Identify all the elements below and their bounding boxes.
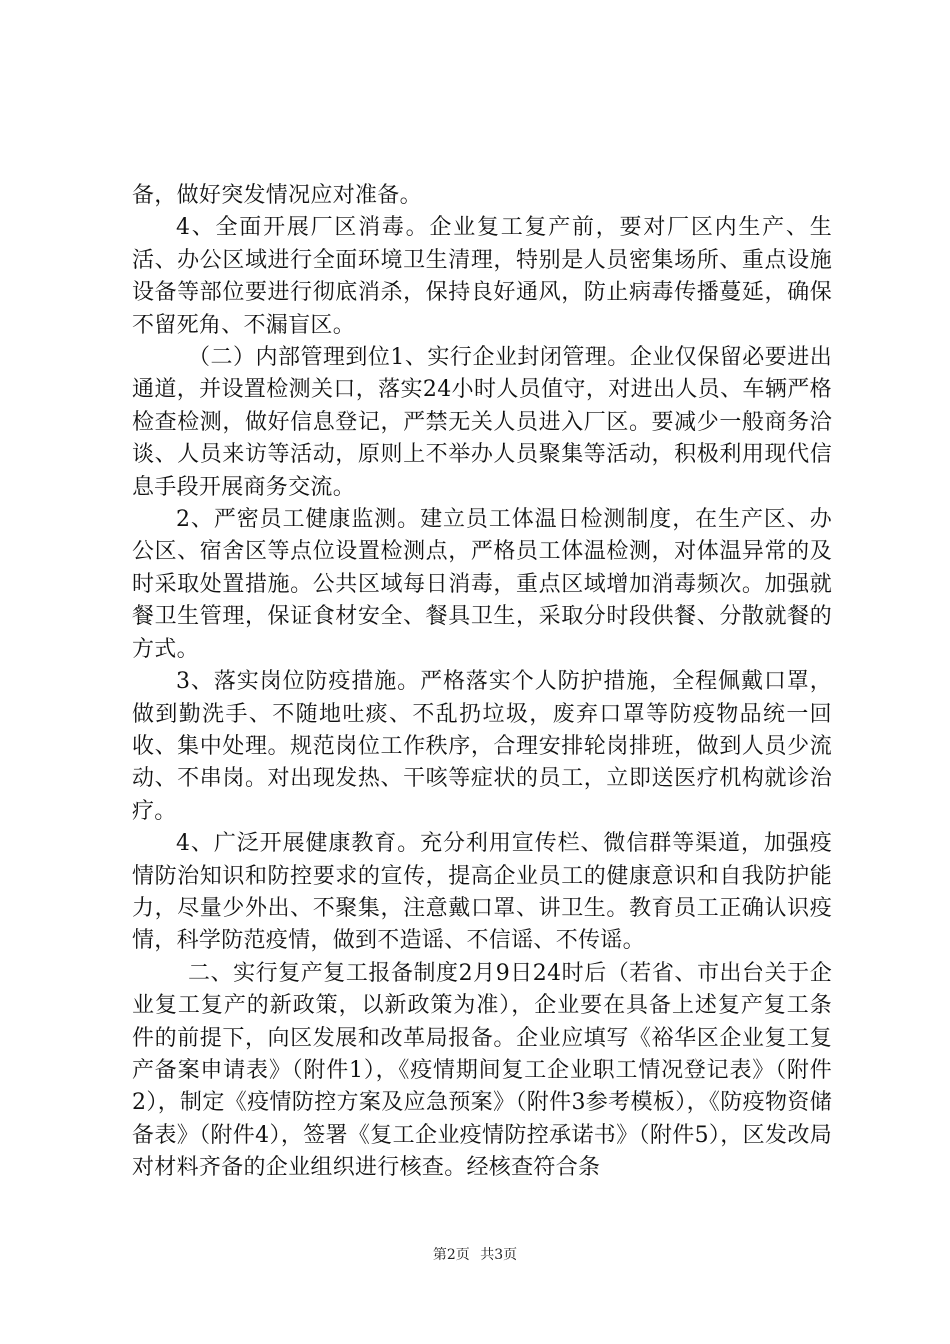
page-footer: [0, 1244, 950, 1264]
paragraph-internal-management: （二）内部管理到位1、实行企业封闭管理。企业仅保留必要进出通道，并设置检测关口，落实24小时人员值守，对进出人员、车辆严格检查检测，做好信息登记，严禁无关人员进入厂区。要减少一般商务洽谈、人员来访等活动，原则上不举办人员聚集等活动，积极利用现代信息手段开展商务交流。: [132, 345, 832, 500]
paragraph-reporting-system: 二、实行复产复工报备制度2月9日24时后（若省、市出台关于企业复工复产的新政策，以新政策为准），企业要在具备上述复产复工条件的前提下，向区发展和改革局报备。企业应填写《裕华区企业复工复产备案申请表》（附件1），《疫情期间复工企业职工情况登记表》（附件2），制定《疫情防控方案及应急预案》（附件3参考模板），《防疫物资储备表》（附件4），签署《复工企业疫情防控承诺书》（附件5），区发改局对材料齐备的企业组织进行核查。经核查符合条: [132, 960, 832, 1181]
paragraph-health-education: 4、广泛开展健康教育。充分利用宣传栏、微信群等渠道，加强疫情防治知识和防控要求的宣传，提高企业员工的健康意识和自我防护能力，尽量少外出、不聚集，注意戴口罩、讲卫生。教育员工正确认识疫情，科学防范疫情，做到不造谣、不信谣、不传谣。: [132, 831, 832, 954]
page-number: 第2页: [432, 1247, 470, 1263]
paragraph-post-measures: 3、落实岗位防疫措施。严格落实个人防护措施，全程佩戴口罩，做到勤洗手、不随地吐痰、不乱扔垃圾，废弃口罩等防疫物品统一回收、集中处理。规范岗位工作秩序，合理安排轮岗排班，做到人员少流动、不串岗。对出现发热、干咳等症状的员工，立即送医疗机构就诊治疗。: [132, 669, 832, 824]
page-total: 共3页: [480, 1247, 518, 1263]
paragraph-disinfection: 4、全面开展厂区消毒。企业复工复产前，要对厂区内生产、生活、办公区域进行全面环境卫生清理，特别是人员密集场所、重点设施设备等部位要进行彻底消杀，保持良好通风，防止病毒传播蔓延，确保不留死角、不漏盲区。: [132, 215, 832, 338]
paragraph-continuation: 备，做好突发情况应对准备。: [132, 183, 422, 208]
paragraph-health-monitoring: 2、严密员工健康监测。建立员工体温日检测制度，在生产区、办公区、宿舍区等点位设置检测点，严格员工体温检测，对体温异常的及时采取处置措施。公共区域每日消毒，重点区域增加消毒频次。加强就餐卫生管理，保证食材安全、餐具卫生，采取分时段供餐、分散就餐的方式。: [132, 507, 832, 662]
document-body: [132, 180, 832, 1185]
